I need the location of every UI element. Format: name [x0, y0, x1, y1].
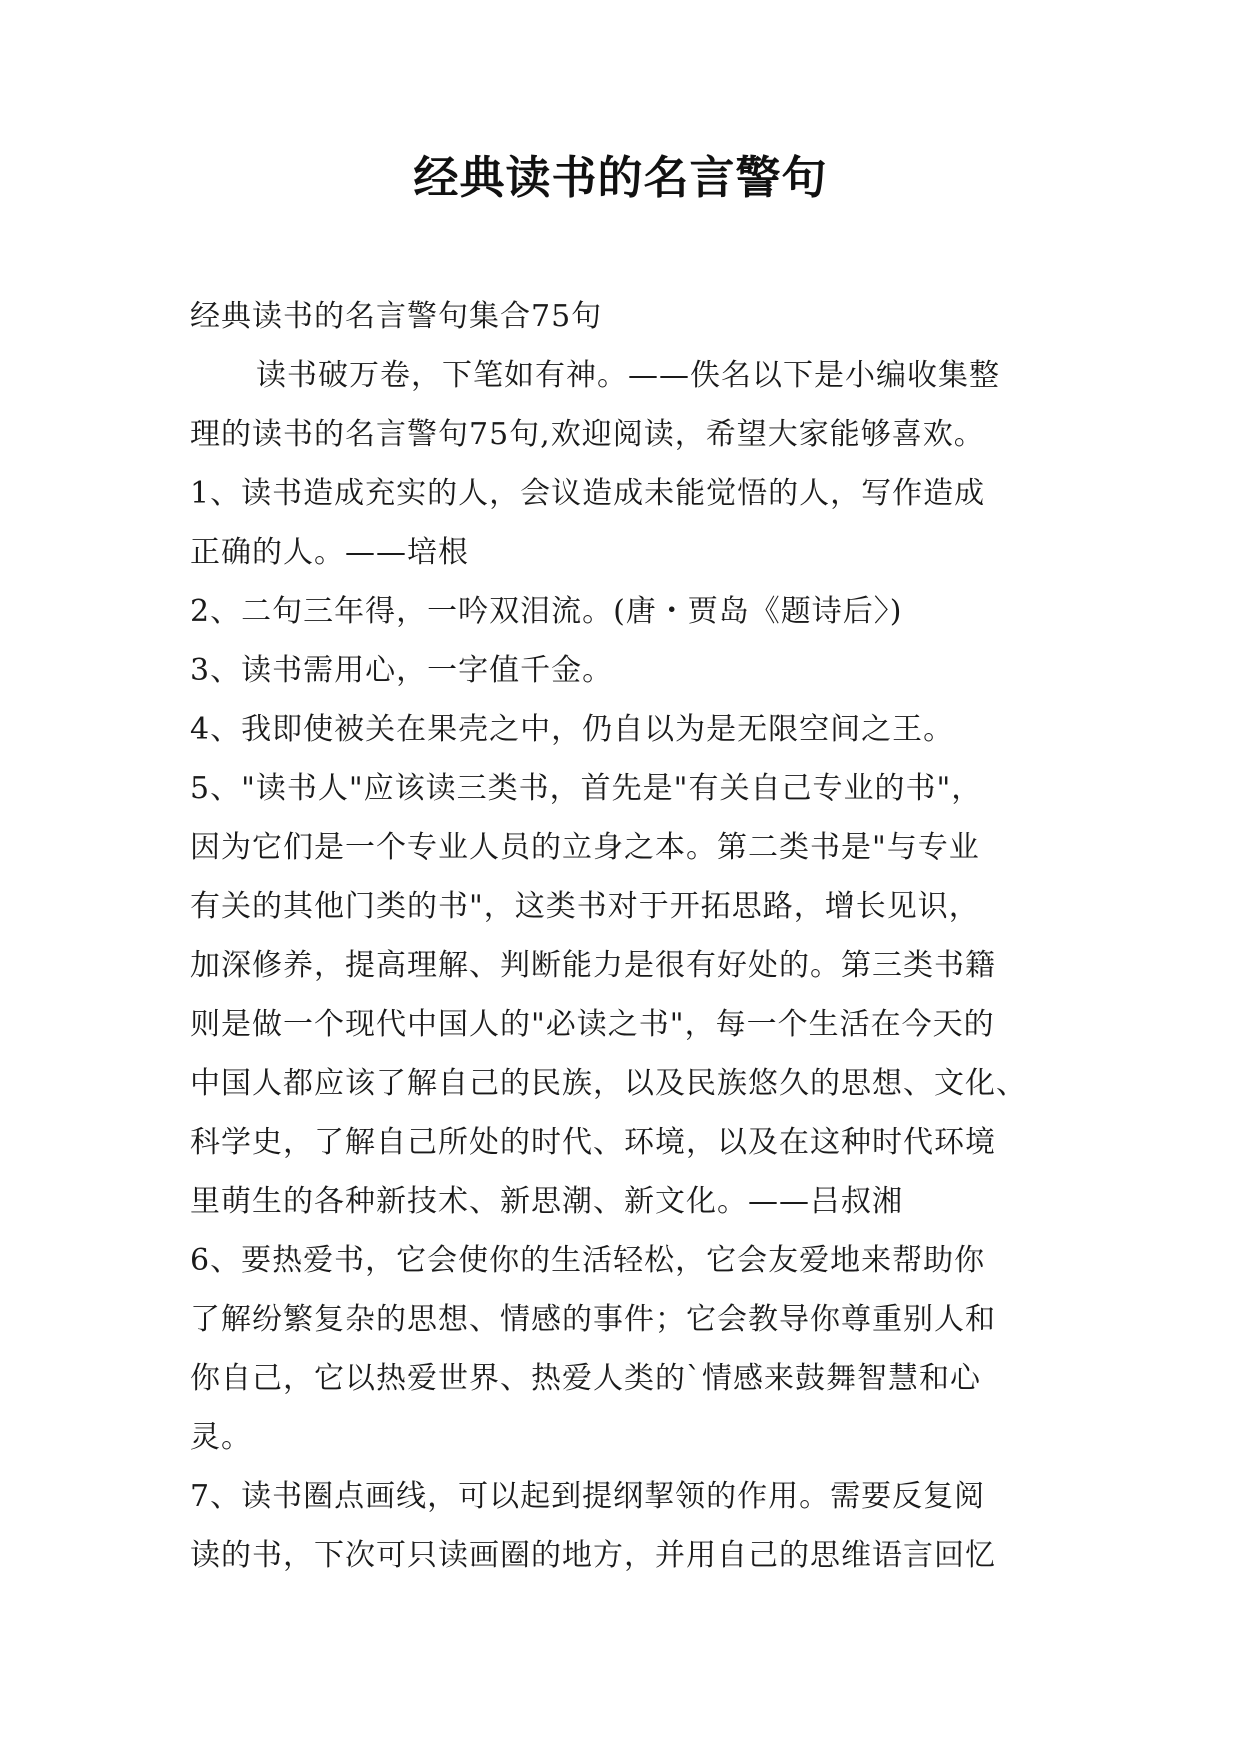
quote-line: 科学史，了解自己所处的时代、环境，以及在这种时代环境 [190, 1125, 996, 1160]
intro-line: 读书破万卷，下笔如有神。——佚名以下是小编收集整 [256, 358, 1000, 393]
quote-line: 有关的其他门类的书"，这类书对于开拓思路，增长见识， [190, 889, 980, 924]
quote-line: 加深修养，提高理解、判断能力是很有好处的。第三类书籍 [190, 948, 996, 983]
quote-line: 正确的人。——培根 [190, 535, 469, 570]
quote-line: 3、读书需用心，一字值千金。 [190, 653, 614, 688]
quote-line: 读的书，下次可只读画圈的地方，并用自己的思维语言回忆 [190, 1538, 996, 1573]
quote-line: 中国人都应该了解自己的民族，以及民族悠久的思想、文化、 [190, 1066, 1027, 1101]
quote-line: 5、"读书人"应该读三类书，首先是"有关自己专业的书"， [190, 771, 983, 806]
document-title: 经典读书的名言警句 [413, 151, 828, 204]
quote-line: 则是做一个现代中国人的"必读之书"，每一个生活在今天的 [190, 1007, 995, 1042]
quote-line: 2、二句三年得，一吟双泪流。(唐・贾岛《题诗后〉) [190, 594, 903, 629]
quote-line: 你自己，它以热爱世界、热爱人类的`情感来鼓舞智慧和心 [190, 1361, 981, 1396]
quote-line: 灵。 [190, 1420, 252, 1455]
quote-line: 6、要热爱书，它会使你的生活轻松，它会友爱地来帮助你 [190, 1243, 986, 1278]
quote-line: 7、读书圈点画线，可以起到提纲挈领的作用。需要反复阅 [190, 1479, 986, 1514]
intro-line: 理的读书的名言警句75句,欢迎阅读，希望大家能够喜欢。 [190, 417, 985, 452]
quote-line: 里萌生的各种新技术、新思潮、新文化。——吕叔湘 [190, 1184, 903, 1219]
document-body [190, 287, 1058, 1585]
subtitle-line: 经典读书的名言警句集合75句 [190, 299, 603, 334]
quote-line: 1、读书造成充实的人，会议造成未能觉悟的人，写作造成 [190, 476, 986, 511]
quote-line: 4、我即使被关在果壳之中，仍自以为是无限空间之王。 [190, 712, 955, 747]
quote-line: 了解纷繁复杂的思想、情感的事件；它会教导你尊重别人和 [190, 1302, 996, 1337]
quote-line: 因为它们是一个专业人员的立身之本。第二类书是"与专业 [190, 830, 980, 865]
